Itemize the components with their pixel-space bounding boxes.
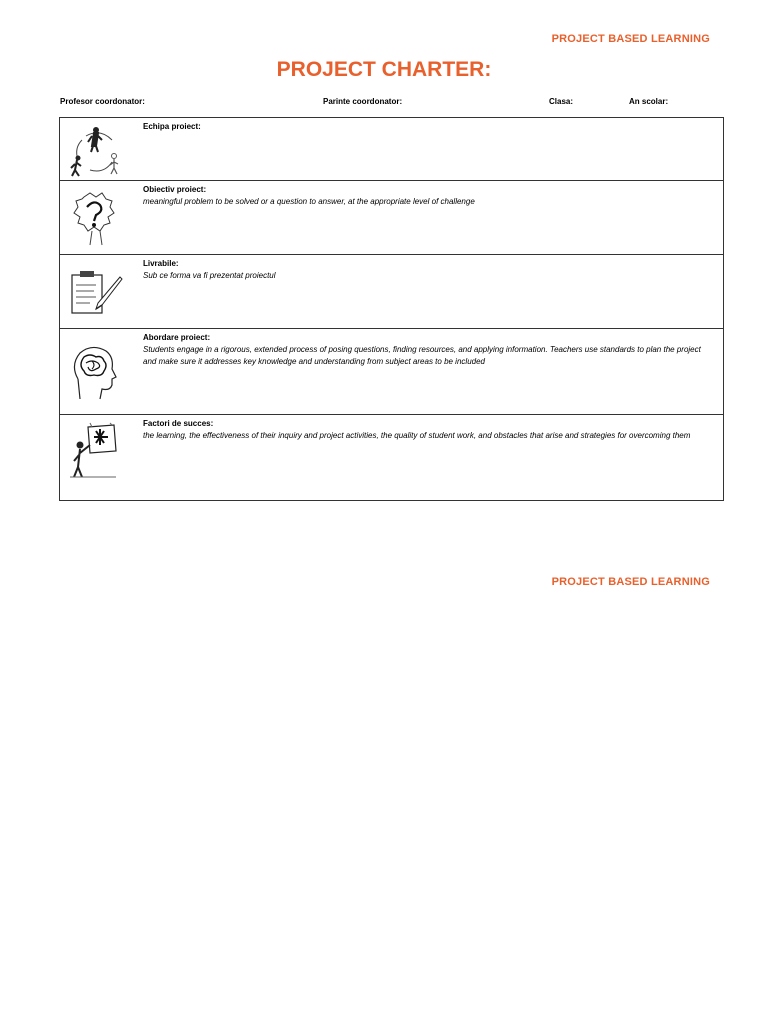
row-desc-approach: Students engage in a rigorous, extended process of posing questions, finding resources, and applying information. Teachers use standards to plan the project and make sure it addresses key knowledge and understanding from subject areas to be included xyxy=(143,345,701,366)
clipboard-icon xyxy=(66,265,124,325)
team-cycle-icon xyxy=(66,122,124,182)
brand-footer: PROJECT BASED LEARNING xyxy=(551,576,710,588)
year-field-label: An scolar: xyxy=(629,97,669,106)
row-desc-objective: meaningful problem to be solved or a question to answer, at the appropriate level of challenge xyxy=(143,197,475,206)
parent-field-label: Parinte coordonator: xyxy=(323,97,403,106)
row-label-success: Factori de succes: xyxy=(143,419,214,428)
charter-table xyxy=(59,117,724,501)
charter-row-approach xyxy=(60,328,723,414)
brand-header: PROJECT BASED LEARNING xyxy=(551,33,710,45)
page-title: PROJECT CHARTER: xyxy=(276,58,492,81)
row-label-approach: Abordare proiect: xyxy=(143,333,211,342)
row-label-deliverables: Livrabile: xyxy=(143,259,179,268)
charter-row-team xyxy=(60,118,723,180)
charter-row-deliverables xyxy=(60,254,723,328)
row-desc-deliverables: Sub ce forma va fi prezentat proiectul xyxy=(143,271,276,280)
row-desc-success: the learning, the effectiveness of their inquiry and project activities, the quality of student work, and obstacles that arise and strategies for overcoming them xyxy=(143,431,691,440)
teacher-field-label: Profesor coordonator: xyxy=(60,97,145,106)
row-label-objective: Obiectiv proiect: xyxy=(143,185,207,194)
row-label-team: Echipa proiect: xyxy=(143,122,201,131)
class-field-label: Clasa: xyxy=(549,97,574,106)
charter-row-success xyxy=(60,414,723,500)
question-head-icon xyxy=(66,189,124,249)
brain-head-icon xyxy=(66,343,124,403)
presenter-board-icon xyxy=(66,421,124,481)
charter-row-objective xyxy=(60,180,723,254)
